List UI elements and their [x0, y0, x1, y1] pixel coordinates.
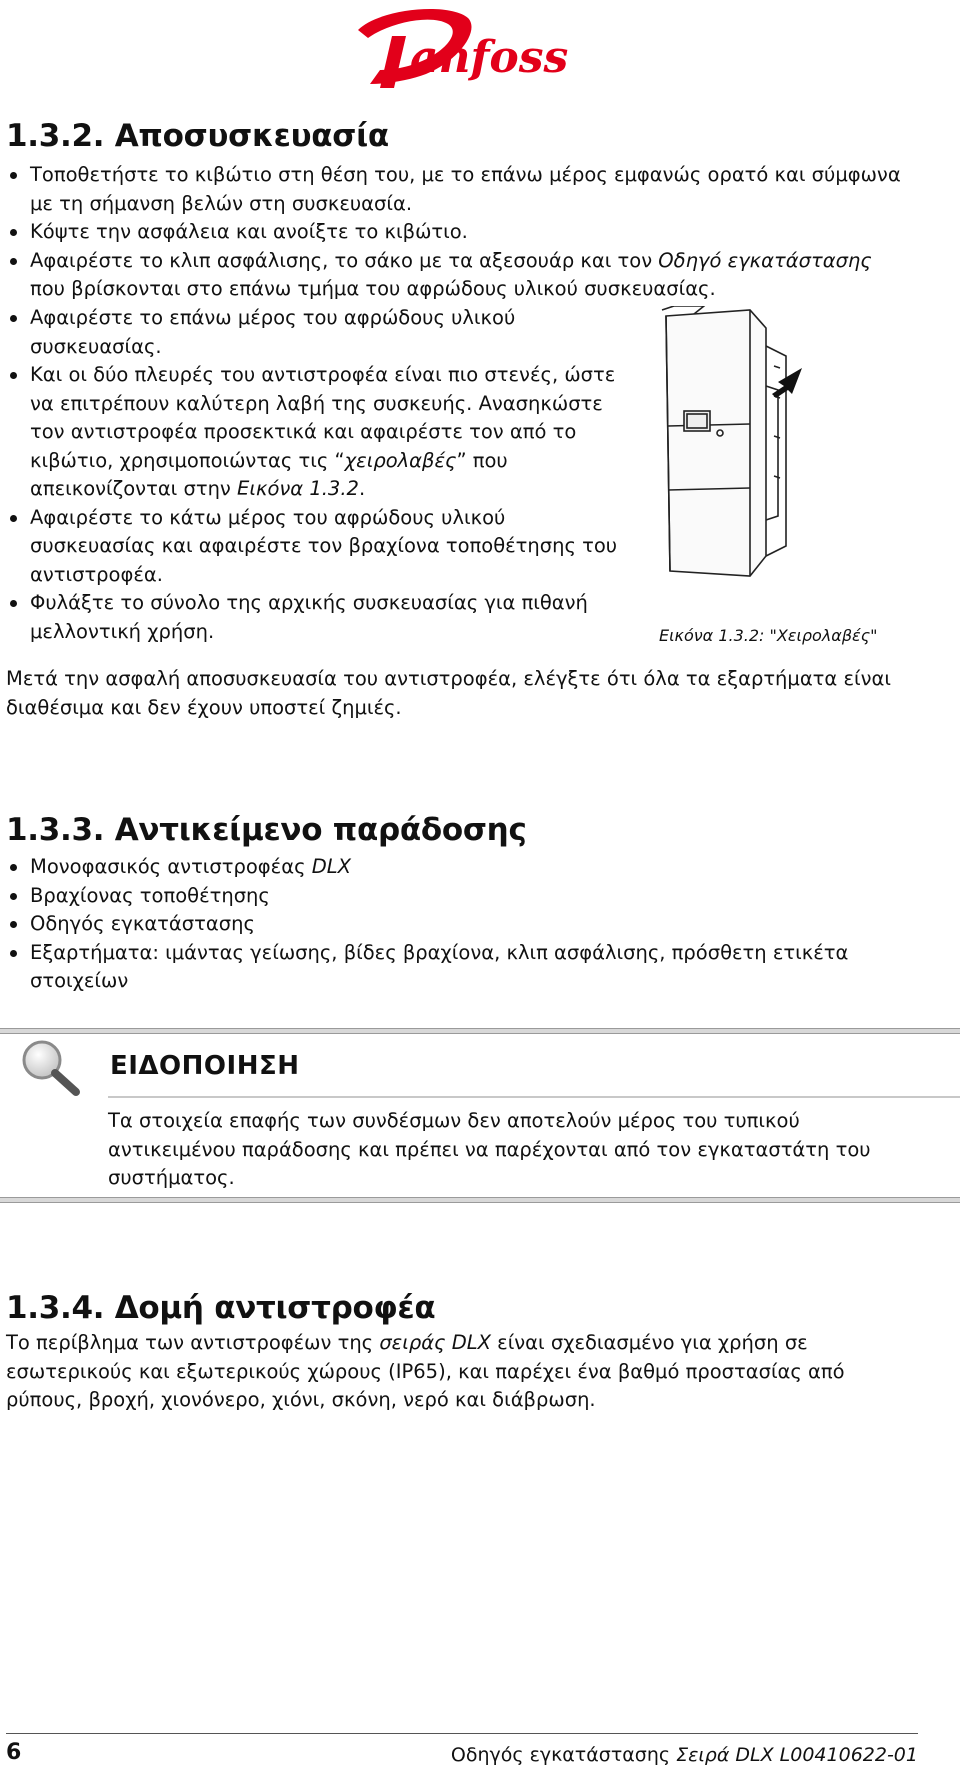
notice-divider [108, 1096, 960, 1098]
notice-text: Τα στοιχεία επαφής των συνδέσμων δεν αποτελούν μέρος του τυπικού αντικειμένου παράδοσης και πρέπει να παρέχονται από τον εγκαταστάτη του συστήματος. [108, 1109, 871, 1189]
unpacking-steps [6, 161, 906, 304]
unpacking-summary: Μετά την ασφαλή αποσυσκευασία του αντιστροφέα, ελέγξτε ότι όλα τα εξαρτήματα είναι διαθέσιμα και δεν έχουν υποστεί ζημιές. [6, 667, 891, 719]
list-item: Αφαιρέστε το κάτω μέρος του αφρώδους υλικού συσκευασίας και αφαιρέστε τον βραχίονα τοποθέτησης του αντιστροφέα. [6, 504, 621, 590]
notice-title: ΕΙΔΟΠΟΙΗΣΗ [110, 1051, 300, 1081]
list-item: Φυλάξτε το σύνολο της αρχικής συσκευασίας για πιθανή μελλοντική χρήση. [6, 589, 620, 646]
figure-caption: Εικόνα 1.3.2: "Χειρολαβές" [659, 626, 878, 645]
list-item: Τοποθετήστε το κιβώτιο στη θέση του, με το επάνω μέρος εμφανώς ορατό και σύμφωνα με τη σήμανση βελών στη συσκευασία. [6, 161, 906, 218]
danfoss-logo [340, 0, 580, 96]
notice-bottom-rule [0, 1197, 960, 1203]
section-heading-1-3-3: 1.3.3. Αντικείμενο παράδοσης [6, 812, 527, 848]
inverter-handles-figure [654, 306, 804, 581]
section-heading-1-3-4: 1.3.4. Δομή αντιστροφέα [6, 1290, 436, 1326]
section-paragraph: Το περίβλημα των αντιστροφέων της σειράς DLX είναι σχεδιασμένο για χρήση σε εσωτερικούς και εξωτερικούς χώρους (IP65), και παρέχει ένα βαθμό προστασίας από ρύπους, βροχή, χιονόνερο, χιόνι, σκόνη, νερό και διάβρωση. [6, 1331, 845, 1411]
list-item: Κόψτε την ασφάλεια και ανοίξτε το κιβώτιο. [6, 218, 906, 247]
notice-top-rule [0, 1028, 960, 1034]
list-item: Εξαρτήματα: ιμάντας γείωσης, βίδες βραχίονα, κλιπ ασφάλισης, πρόσθετη ετικέτα στοιχείων [6, 939, 866, 996]
list-item: Αφαιρέστε το επάνω μέρος του αφρώδους υλικού συσκευασίας. [6, 304, 621, 361]
list-item: Οδηγός εγκατάστασης [6, 910, 866, 939]
page-number: 6 [6, 1740, 22, 1765]
section-heading-1-3-2: 1.3.2. Αποσυσκευασία [6, 118, 389, 154]
footer-rule [6, 1733, 918, 1734]
list-item: Αφαιρέστε το κλιπ ασφάλισης, το σάκο με τα αξεσουάρ και τον Οδηγό εγκατάστασης που βρίσκονται στο επάνω τμήμα του αφρώδους υλικού συσκευασίας. [6, 247, 906, 304]
unpacking-steps-cont [6, 304, 621, 646]
svg-text:anfoss: anfoss [410, 32, 569, 83]
delivery-items [6, 853, 866, 996]
footer-text: Οδηγός εγκατάστασης Σειρά DLX L00410622-01 [450, 1744, 918, 1766]
list-item: Βραχίονας τοποθέτησης [6, 882, 866, 911]
list-item: Μονοφασικός αντιστροφέας DLX [6, 853, 866, 882]
magnifier-icon [18, 1038, 82, 1096]
list-item: Και οι δύο πλευρές του αντιστροφέα είναι πιο στενές, ώστε να επιτρέπουν καλύτερη λαβή της συσκευής. Ανασηκώστε τον αντιστροφέα προσεκτικά και αφαιρέστε τον από το κιβώτιο, χρησιμοποιώντας τις “χειρολαβές” που απεικονίζονται στην Εικόνα 1.3.2. [6, 361, 621, 504]
